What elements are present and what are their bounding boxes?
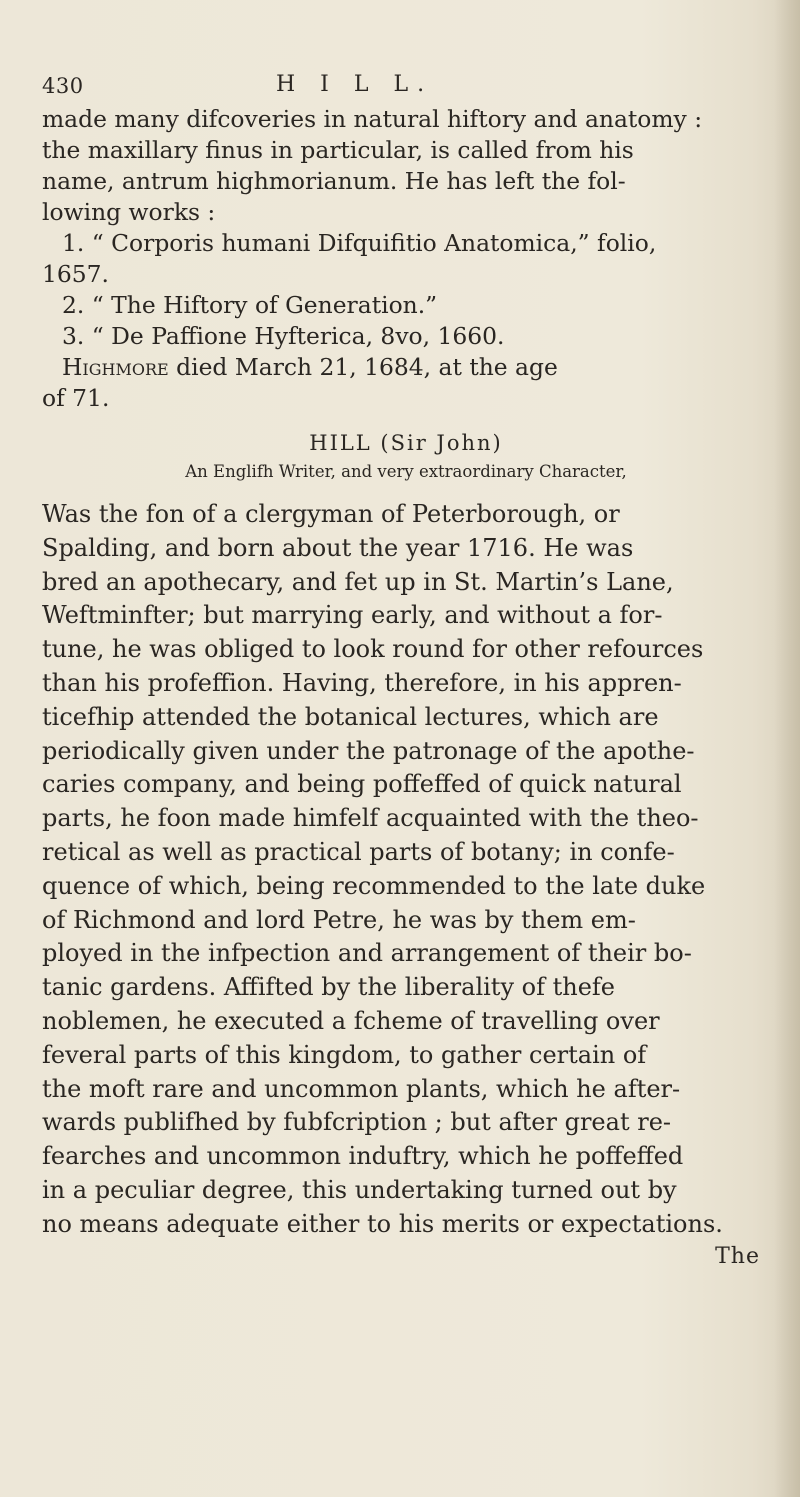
text-line: fearches and uncommon induftry, which he poffeffed xyxy=(42,1142,684,1171)
text-line: wards publifhed by fubfcription ; but after great re- xyxy=(42,1108,672,1137)
text-line: of Richmond and lord Petre, he was by them em- xyxy=(42,905,636,934)
text-line: retical as well as practical parts of botany; in confe- xyxy=(42,837,675,866)
text-line: name, antrum highmorianum. He has left the fol- xyxy=(42,167,626,195)
works-item-text: 1657. xyxy=(42,260,109,288)
entry-heading: HILL (Sir John) xyxy=(309,431,503,455)
text-line: of 71. xyxy=(42,384,110,412)
text-line: than his profeffion. Having, therefore, in his appren- xyxy=(42,668,682,697)
text-line: Was the fon of a clergyman of Peterborough, or xyxy=(42,500,620,528)
text-line: periodically given under the patronage of the apothe- xyxy=(42,736,695,765)
previous-entry-continuation xyxy=(42,104,770,414)
text-line: bred an apothecary, and fet up in St. Martin’s Lane, xyxy=(42,567,674,596)
text-line: quence of which, being recommended to the late duke xyxy=(42,871,706,900)
works-item-number: 1. xyxy=(62,229,85,257)
text-line: Weftminfter; but marrying early, and without a for- xyxy=(42,601,663,630)
text-line: the maxillary finus in particular, is called from his xyxy=(42,136,634,164)
death-line xyxy=(42,352,770,383)
text-line: Spalding, and born about the year 1716. He was xyxy=(42,533,634,562)
page-number: 430 xyxy=(42,74,84,98)
text-line: the moft rare and uncommon plants, which he after- xyxy=(42,1074,681,1103)
text-line: lowing works : xyxy=(42,198,216,226)
works-item-text: “ Corporis humani Difquifitio Anatomica,” folio, xyxy=(91,229,657,257)
text-line: in a peculiar degree, this undertaking turned out by xyxy=(42,1175,677,1204)
works-item-number: 2. xyxy=(62,291,85,319)
entry-body xyxy=(42,498,770,1242)
text-line: made many difcoveries in natural hiftory and anatomy : xyxy=(42,105,703,133)
text-line: tune, he was obliged to look round for other refources xyxy=(42,635,704,664)
text-line: caries company, and being poffeffed of quick natural xyxy=(42,770,682,799)
page-text xyxy=(42,104,770,1272)
works-item xyxy=(42,321,770,352)
works-item xyxy=(42,259,770,290)
text-line: noblemen, he executed a fcheme of travelling over xyxy=(42,1006,660,1035)
page-edge-shadow xyxy=(774,0,800,1497)
works-item-text: “ The Hiftory of Generation.” xyxy=(91,291,438,319)
works-item-text: “ De Paffione Hyfterica, 8vo, 1660. xyxy=(91,322,505,350)
entry-subheading: An Englifh Writer, and very extraordinary Character, xyxy=(185,462,627,481)
death-text: died March 21, 1684, at the age xyxy=(168,353,558,381)
running-header xyxy=(42,70,762,104)
text-line: no means adequate either to his merits or expectations. xyxy=(42,1209,723,1238)
works-item-number: 3. xyxy=(62,322,85,350)
works-item xyxy=(42,228,770,259)
text-line: tanic gardens. Affifted by the liberality of thefe xyxy=(42,973,615,1002)
text-line: ticefhip attended the botanical lectures, which are xyxy=(42,702,659,731)
works-item xyxy=(42,290,770,321)
text-line: parts, he foon made himfelf acquainted with the theo- xyxy=(42,804,699,833)
text-line: feveral parts of this kingdom, to gather certain of xyxy=(42,1040,647,1069)
text-line: ployed in the infpection and arrangement of their bo- xyxy=(42,939,692,968)
death-name: Highmore xyxy=(62,353,169,381)
catchword: The xyxy=(715,1243,760,1269)
running-headword: H I L L. xyxy=(276,72,434,97)
